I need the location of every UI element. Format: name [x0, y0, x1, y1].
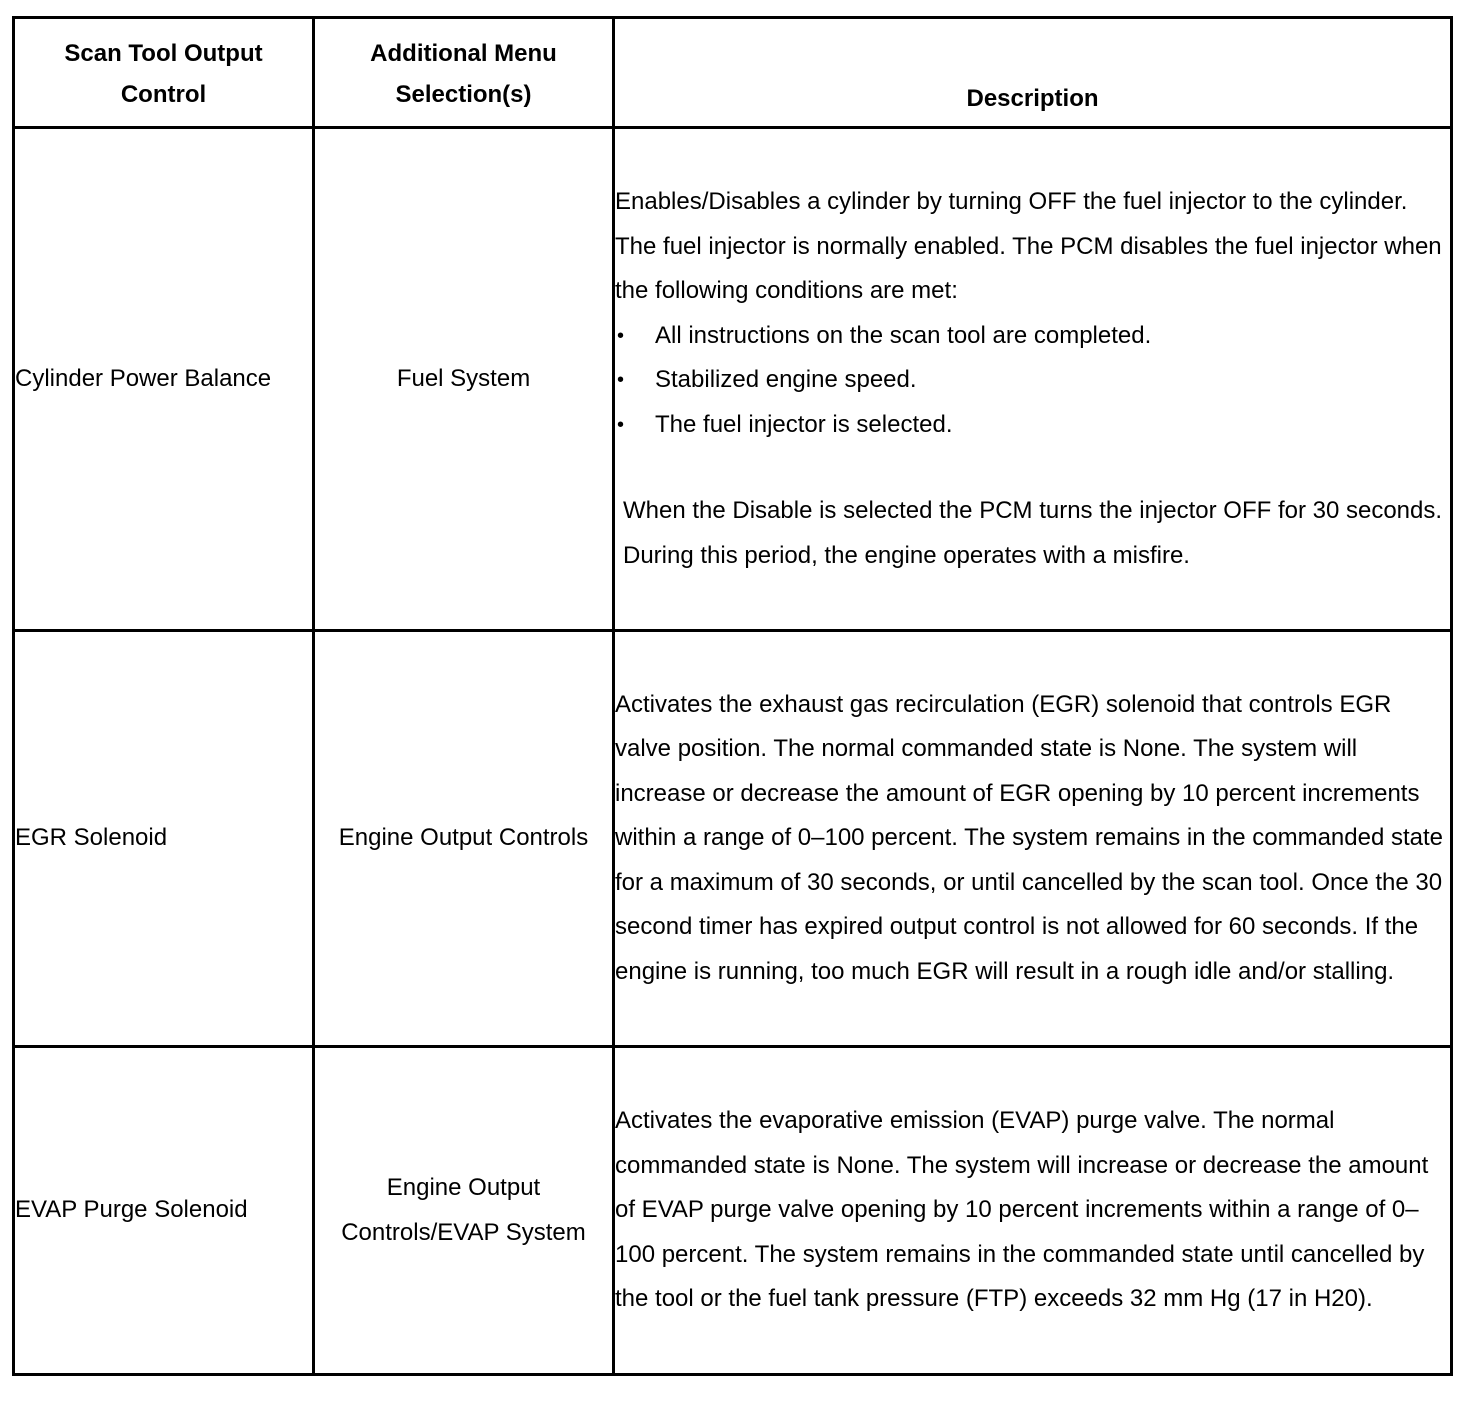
column-header-description-label: Description — [966, 85, 1099, 112]
control-cell: EGR Solenoid — [14, 631, 314, 1047]
menu-selection-cell: Engine Output Controls — [314, 631, 614, 1047]
column-header-description — [614, 18, 1452, 128]
list-item — [615, 403, 1450, 448]
condition-text: All instructions on the scan tool are completed. — [655, 321, 1152, 349]
table-row — [14, 128, 1452, 631]
column-header-menu — [314, 18, 614, 128]
column-header-menu-line1: Additional Menu — [370, 39, 557, 67]
control-cell: Cylinder Power Balance — [14, 128, 314, 631]
table-row — [14, 631, 1452, 1047]
paragraph-spacer — [615, 447, 1450, 489]
table-row — [14, 1047, 1452, 1375]
description-text: Activates the evaporative emission (EVAP) purge valve. The normal commanded state is None. The system will increase or decrease the amount of EVAP purge valve opening by 10 percent increments within a range of 0–100 percent. The system remains in the commanded state until cancelled by the tool or the fuel tank pressure (FTP) exceeds 32 mm Hg (17 in H20). — [615, 1107, 1429, 1313]
conditions-list — [615, 314, 1450, 448]
menu-selection-cell: Engine Output Controls/EVAP System — [314, 1047, 614, 1375]
control-cell: EVAP Purge Solenoid — [14, 1047, 314, 1375]
column-header-control — [14, 18, 314, 128]
description-intro: Enables/Disables a cylinder by turning OFF the fuel injector to the cylinder. The fuel injector is normally enabled. The PCM disables the fuel injector when the following conditions are met: — [615, 188, 1442, 304]
column-header-control-line2: Control — [120, 80, 207, 108]
bullet-icon: • — [617, 369, 625, 391]
condition-text: The fuel injector is selected. — [655, 410, 953, 438]
list-item — [615, 358, 1450, 403]
description-cell — [614, 631, 1452, 1047]
table-header-row — [14, 18, 1452, 128]
menu-selection-cell: Fuel System — [314, 128, 614, 631]
bullet-icon: • — [617, 324, 625, 347]
column-header-control-line1: Scan Tool Output — [64, 39, 263, 67]
description-cell — [614, 128, 1452, 631]
bullet-icon: • — [617, 413, 625, 436]
description-note: When the Disable is selected the PCM turns the injector OFF for 30 seconds. During this period, the engine operates with a misfire. — [623, 497, 1443, 569]
column-header-menu-line2: Selection(s) — [395, 80, 532, 108]
list-item — [615, 314, 1450, 359]
description-text: Activates the exhaust gas recirculation (EGR) solenoid that controls EGR valve position. The normal commanded state is None. The system will increase or decrease the amount of EGR opening by 10 percent increments within a range of 0–100 percent. The system remains in the commanded state for a maximum of 30 seconds, or until cancelled by the scan tool. Once the 30 second timer has expired output control is not allowed for 60 seconds. If the engine is running, too much EGR will result in a rough idle and/or stalling. — [615, 690, 1444, 985]
description-cell — [614, 1047, 1452, 1375]
scan-tool-output-control-table — [12, 16, 1453, 1376]
condition-text: Stabilized engine speed. — [655, 366, 917, 393]
